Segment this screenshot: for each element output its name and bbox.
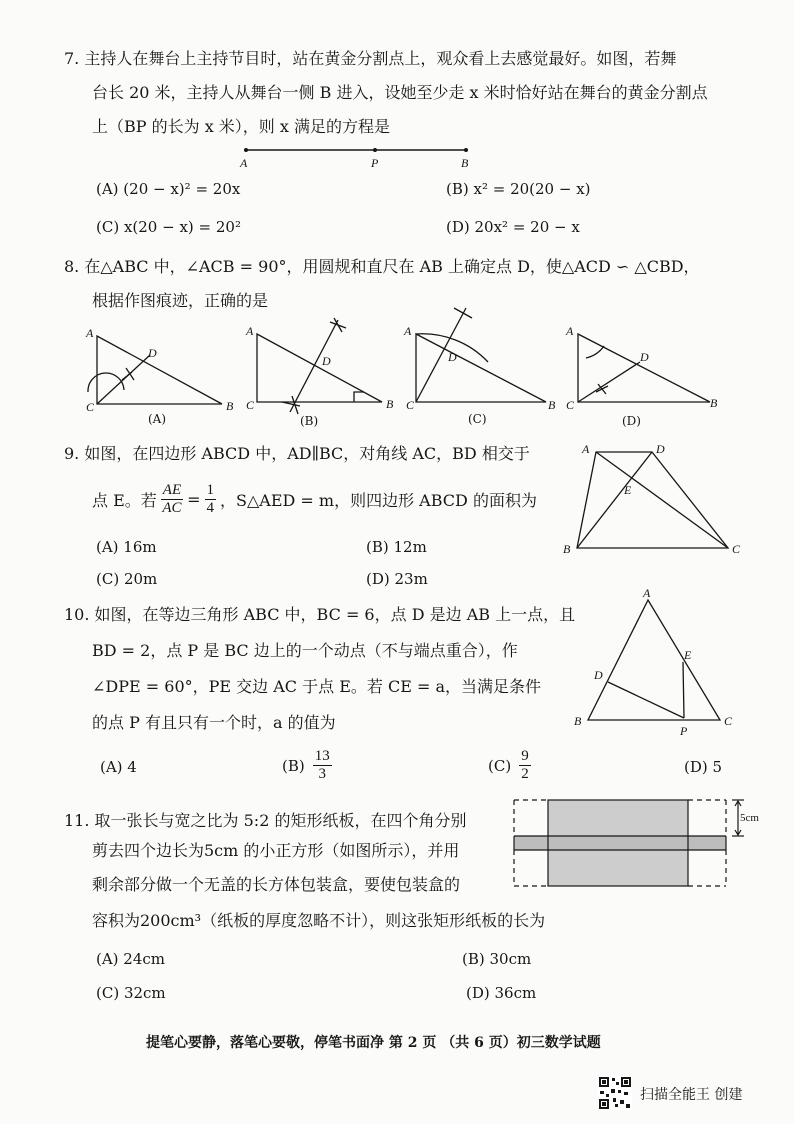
q11-text-line3: 剩余部分做一个无盖的长方体包装盒，要使包装盒的 — [92, 875, 461, 894]
q7-text-line2: 台长 20 米，主持人从舞台一侧 B 进入，设她至少走 x 米时恰好站在舞台的黄金分割点 — [92, 83, 708, 102]
q10-option-B-fraction: $\frac{13}{3}$ — [314, 748, 330, 782]
q8a-vertex-B: B — [226, 399, 234, 413]
q10-option-B-label: (B) — [282, 756, 305, 775]
q10-vertex-C: C — [724, 714, 733, 728]
q10-text-line4: 的点 P 有且只有一个时，a 的值为 — [92, 713, 336, 732]
q8c-vertex-A: A — [404, 324, 412, 338]
q11-option-C[interactable]: (C) 32cm — [96, 984, 166, 1002]
q9-text-line1: 9. 如图，在四边形 ABCD 中，AD∥BC，对角线 AC，BD 相交于 — [64, 444, 530, 463]
q8-text-line1: 8. 在△ABC 中，∠ACB = 90°，用圆规和直尺在 AB 上确定点 D，使△ACD ∽ △CBD， — [64, 257, 700, 276]
q7-text-line3: 上（BP 的长为 x 米），则 x 满足的方程是 — [92, 117, 391, 136]
q9-option-B[interactable]: (B) 12m — [366, 538, 427, 556]
q9-line2-prefix: 点 E。若 — [92, 491, 157, 510]
q7-point-P: P — [371, 156, 379, 170]
q10-point-D: D — [594, 668, 603, 682]
q7-point-B: B — [461, 156, 469, 170]
q10-option-C-fraction: $\frac{9}{2}$ — [521, 748, 529, 782]
q9-vertex-A: A — [582, 442, 590, 456]
q10-vertex-A: A — [643, 586, 651, 600]
q9-vertex-C: C — [732, 542, 741, 556]
q8a-vertex-A: A — [86, 326, 94, 340]
q8-text-line2: 根据作图痕迹，正确的是 — [92, 291, 269, 310]
q9-option-A[interactable]: (A) 16m — [96, 538, 157, 556]
q8a-vertex-C: C — [86, 400, 95, 414]
q9-vertex-B: B — [563, 542, 571, 556]
q8c-vertex-C: C — [406, 398, 415, 412]
q7-option-B[interactable]: (B) x² = 20(20 − x) — [446, 180, 591, 198]
q10-text-line1: 10. 如图，在等边三角形 ABC 中，BC = 6，点 D 是边 AB 上一点，且 — [64, 605, 576, 624]
q9-fraction-ae-ac: $\frac{AE}{AC}$ — [162, 482, 182, 516]
q8b-vertex-D: D — [322, 354, 331, 368]
q8b-vertex-B: B — [386, 397, 394, 411]
q9-vertex-D: D — [656, 442, 665, 456]
q8-caption-D[interactable]: (D) — [622, 414, 641, 428]
q8b-vertex-A: A — [246, 324, 254, 338]
q7-option-A[interactable]: (A) (20 − x)² = 20x — [96, 180, 241, 198]
q10-text-line3: ∠DPE = 60°，PE 交边 AC 于点 E。若 CE = a，当满足条件 — [92, 677, 542, 696]
q10-point-P: P — [680, 724, 688, 738]
q9-option-D[interactable]: (D) 23m — [366, 570, 428, 588]
q8d-vertex-D: D — [640, 350, 649, 364]
q8-caption-A[interactable]: (A) — [148, 412, 167, 426]
q11-dimension-label: 5cm — [740, 812, 759, 824]
q10-point-E: E — [684, 648, 692, 662]
q8d-vertex-B: B — [710, 396, 718, 410]
q7-text-line1: 7. 主持人在舞台上主持节目时，站在黄金分割点上，观众看上去感觉最好。如图，若舞 — [64, 49, 677, 68]
q10-option-D[interactable]: (D) 5 — [684, 758, 723, 776]
q11-option-B[interactable]: (B) 30cm — [462, 950, 532, 968]
q10-option-A[interactable]: (A) 4 — [100, 758, 137, 776]
q8c-vertex-D: D — [448, 350, 457, 364]
q8d-vertex-A: A — [566, 324, 574, 338]
q9-equals: = — [187, 490, 201, 509]
q8b-vertex-C: C — [246, 398, 255, 412]
q11-option-A[interactable]: (A) 24cm — [96, 950, 166, 968]
q7-option-D[interactable]: (D) 20x² = 20 − x — [446, 218, 580, 236]
q11-option-D[interactable]: (D) 36cm — [466, 984, 537, 1002]
q8d-vertex-C: C — [566, 398, 575, 412]
q9-line2-suffix: ，S△AED = m，则四边形 ABCD 的面积为 — [220, 491, 537, 510]
q11-text-line4: 容积为200cm³（纸板的厚度忽略不计），则这张矩形纸板的长为 — [92, 911, 546, 930]
q9-fraction-value: $\frac{1}{4}$ — [206, 482, 215, 516]
q9-option-C[interactable]: (C) 20m — [96, 570, 158, 588]
q8-caption-B[interactable]: (B) — [300, 414, 319, 428]
q8a-vertex-D: D — [148, 346, 157, 360]
q10-option-C-label: (C) — [488, 756, 512, 775]
q7-option-C[interactable]: (C) x(20 − x) = 20² — [96, 218, 241, 236]
q11-text-line1: 11. 取一张长与宽之比为 5:2 的矩形纸板，在四个角分别 — [64, 811, 467, 830]
q9-point-E: E — [624, 483, 632, 497]
page-footer: 提笔心要静，落笔心要敬，停笔书面净 第 2 页 （共 6 页）初三数学试题 — [146, 1035, 601, 1051]
q11-text-line2: 剪去四个边长为5cm 的小正方形（如图所示），并用 — [92, 841, 460, 860]
q8-caption-C[interactable]: (C) — [468, 412, 487, 426]
q7-point-A: A — [240, 156, 248, 170]
q10-text-line2: BD = 2，点 P 是 BC 边上的一个动点（不与端点重合），作 — [92, 641, 518, 660]
q8c-vertex-B: B — [548, 398, 556, 412]
watermark-text: 扫描全能王 创建 — [640, 1087, 743, 1103]
q10-vertex-B: B — [574, 714, 582, 728]
qr-code-icon — [598, 1076, 632, 1110]
